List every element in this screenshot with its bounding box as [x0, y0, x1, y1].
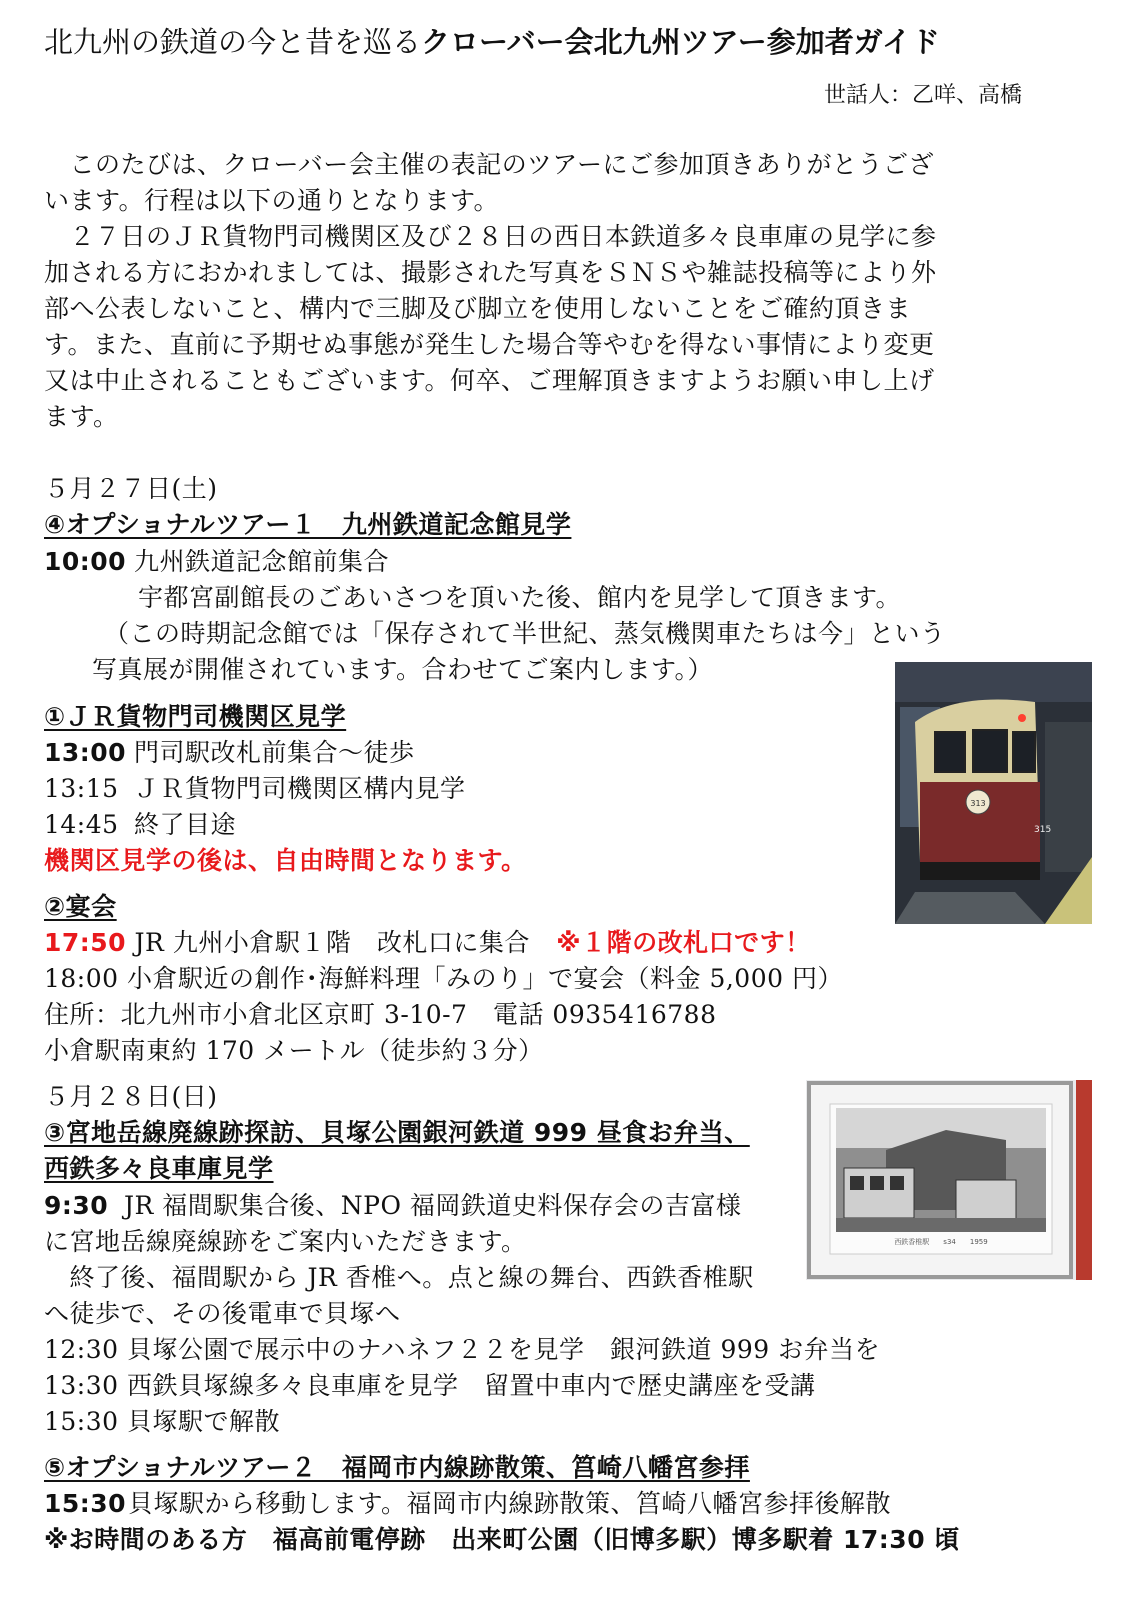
tour3-line: 15:30 貝塚駅で解散: [44, 1407, 280, 1436]
jr-heading: ①ＪＲ貨物門司機関区見学: [44, 702, 347, 731]
intro-line: す。また、直前に予期せぬ事態が発生した場合等やむを得ない事情により変更: [44, 330, 935, 359]
intro-line: 部へ公表しないこと、構内で三脚及び脚立を使用しないことをご確約頂きま: [44, 294, 912, 323]
tour3-time: 9:30: [44, 1191, 109, 1220]
opt2-time: 15:30: [44, 1489, 127, 1518]
tour3-heading: ③宮地岳線廃線跡探訪、貝塚公園銀河鉄道 999 昼食お弁当、: [44, 1118, 750, 1147]
tour3-line: に宮地岳線廃線跡をご案内いただきます。: [44, 1227, 527, 1256]
tour3-heading: 西鉄多々良車庫見学: [44, 1154, 274, 1183]
banquet-line: 小倉駅南東約 170 メートル（徒歩約３分）: [44, 1036, 544, 1065]
tour3-text: JR 福間駅集合後、NPO 福岡鉄道史料保存会の吉富様: [124, 1191, 742, 1220]
opt2-note: ※お時間のある方 福高前電停跡 出来町公園（旧博多駅）博多駅着 17:30 頃: [44, 1525, 960, 1554]
banquet-line: 住所：北九州市小倉北区京町 3-10-7 電話 0935416788: [44, 1000, 717, 1029]
framed-photo: [806, 1080, 1092, 1280]
intro-line: ます。: [44, 402, 119, 431]
opt1-text: 九州鉄道記念館前集合: [134, 547, 390, 576]
opt2-text: 貝塚駅から移動します。福岡市内線跡散策、筥崎八幡宮参拝後解散: [128, 1489, 892, 1518]
organizers: 世話人：乙咩、高橋: [823, 83, 1022, 108]
frame-caption: 西鉄香椎駅 s34 1959: [894, 1238, 988, 1246]
opt1-time: 10:00: [44, 547, 127, 576]
train-number-plate: 313: [970, 799, 986, 808]
tour3-line: へ徒歩で、その後電車で貝塚へ: [44, 1299, 401, 1328]
opt1-heading: ④オプショナルツアー１ 九州鉄道記念館見学: [44, 510, 572, 539]
jr-time: 14:45: [44, 810, 119, 839]
intro-line: このたびは、クローバー会主催の表記のツアーにご参加頂きありがとうござ: [44, 150, 935, 179]
banquet-heading: ②宴会: [44, 892, 117, 921]
title-main: クローバー会北九州ツアー参加者ガイド: [421, 25, 940, 59]
jr-note: 機関区見学の後は、自由時間となります。: [44, 846, 527, 875]
jr-text: 終了目途: [134, 810, 237, 839]
tour3-line: 13:30 西鉄貝塚線多々良車庫を見学 留置中車内で歴史講座を受講: [44, 1371, 816, 1400]
title-prefix: 北九州の鉄道の今と昔を巡る: [44, 25, 422, 59]
intro-line: ２７日のＪＲ貨物門司機関区及び２８日の西日本鉄道多々良車庫の見学に参: [44, 222, 937, 251]
day1-date: ５月２７日(土): [44, 474, 218, 503]
intro-line: 加される方におかれましては、撮影された写真をＳＮＳや雑誌投稿等により外: [44, 258, 937, 287]
banquet-alert: ※１階の改札口です！: [556, 928, 811, 957]
jr-text: 門司駅改札前集合～徒歩: [134, 738, 415, 767]
banquet-line: 18:00 小倉駅近の創作･海鮮料理「みのり」で宴会（料金 5,000 円）: [44, 964, 843, 993]
page-title: [44, 22, 940, 62]
train-photo: [895, 662, 1092, 924]
banquet-time: 17:50: [44, 928, 127, 957]
opt1-line: （この時期記念館では「保存されて半世紀、蒸気機関車たちは今」という: [104, 619, 946, 648]
banquet-text: JR 九州小倉駅１階 改札口に集合: [134, 928, 530, 957]
tour3-line: 12:30 貝塚公園で展示中のナハネフ２２を見学 銀河鉄道 999 お弁当を: [44, 1335, 881, 1364]
day2-date: ５月２８日(日): [44, 1082, 218, 1111]
jr-time: 13:00: [44, 738, 127, 767]
jr-time: 13:15: [44, 774, 119, 803]
opt2-heading: ⑤オプショナルツアー２ 福岡市内線跡散策、筥崎八幡宮参拝: [44, 1453, 750, 1482]
opt1-line: 宇都宮副館長のごあいさつを頂いた後、館内を見学して頂きます。: [138, 583, 902, 612]
intro-line: います。行程は以下の通りとなります。: [44, 186, 500, 215]
jr-text: ＪＲ貨物門司機関区構内見学: [134, 774, 466, 803]
opt1-line: 写真展が開催されています。合わせてご案内します。）: [92, 655, 714, 684]
intro-line: 又は中止されることもございます。何卒、ご理解頂きますようお願い申し上げ: [44, 366, 935, 395]
car-number: 315: [1034, 825, 1052, 835]
tour3-line: 終了後、福間駅から JR 香椎へ。点と線の舞台、西鉄香椎駅: [44, 1263, 754, 1292]
